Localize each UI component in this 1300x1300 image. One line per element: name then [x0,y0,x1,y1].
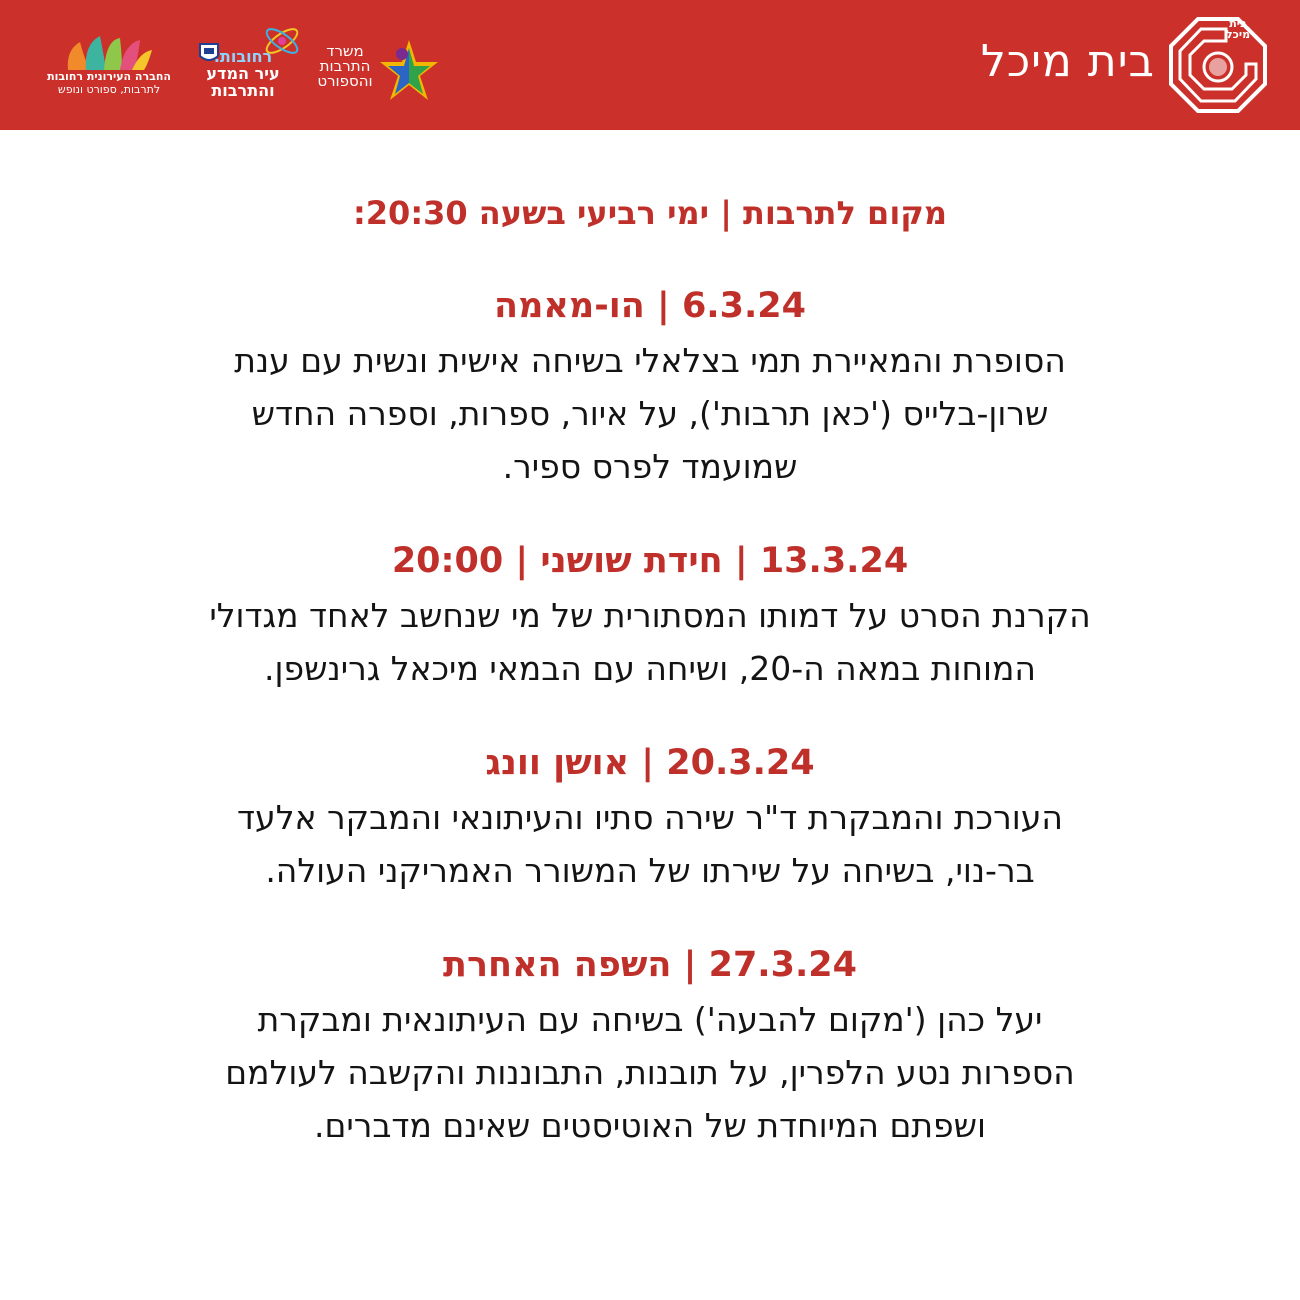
partner-company-text [42,70,176,96]
event-description [165,589,1135,695]
partner-ministry-text [300,44,390,89]
partner-rehovot-text [198,48,288,99]
event-title: 27.3.24 | השפה האחרת [443,945,857,985]
event-line: בר-נוי, בשיחה על שירתו של המשורר האמריקני העולה. [265,851,1035,890]
event-title: 13.3.24 | חידת שושני | 20:00 [391,541,909,581]
events-content [100,170,1200,1152]
event-item [100,735,1200,897]
event-title: 20.3.24 | אושן וונג [485,743,815,783]
event-item [100,278,1200,493]
event-line: העורכת והמבקרת ד"ר שירה סתיו והעיתונאי והמבקר אלעד [237,798,1063,837]
page-title: בית מיכל [980,36,1155,87]
partner-ministry-line-1: משרד [326,42,364,60]
flower-logo-icon [64,34,154,72]
event-line: שמועמד לפרס ספיר. [502,447,798,486]
partner-rehovot-line-3: והתרבות [211,81,275,100]
event-line: הקרנת הסרט על דמותו המסתורית של מי שנחשב לאחד מגדולי [209,596,1091,635]
partner-rehovot-line-1: רחובות. [213,47,273,66]
event-line: יעל כהן ('מקום להבעה') בשיחה עם העיתונאית ומבקרת [257,1000,1043,1039]
partner-ministry-line-2: התרבות [319,57,371,75]
event-line: שרון-בלייס ('כאן תרבות'), על איור, ספרות, וספרה החדש [251,394,1049,433]
event-line: הסופרת והמאיירת תמי בצלאלי בשיחה אישית ונשית עם ענת [234,341,1066,380]
partner-ministry-line-3: והספורט [317,72,373,90]
event-line: המוחות במאה ה-20, ושיחה עם הבמאי מיכאל גרינשפן. [264,649,1036,688]
event-description [165,791,1135,897]
event-line: הספרות נטע הלפרין, על תובנות, התבוננות והקשבה לעולמם [225,1053,1075,1092]
partner-company-line-1: החברה העירונית רחובות [47,70,171,83]
intro-heading: מקום לתרבות | ימי רביעי בשעה 20:30: [352,194,948,232]
partner-company-line-2: לתרבות, ספורט ונופש [57,83,161,96]
event-item [100,533,1200,695]
event-line: ושפתם המיוחדת של האוטיסטים שאינם מדברים. [313,1106,987,1145]
beit-michal-logo-text: בית מיכל [1225,17,1251,41]
event-title: 6.3.24 | הו-מאמה [494,286,806,326]
partner-rehovot-line-2: עיר המדע [206,64,280,83]
event-description [165,334,1135,493]
event-description [165,993,1135,1152]
event-item [100,937,1200,1152]
header-bar [0,0,1300,130]
